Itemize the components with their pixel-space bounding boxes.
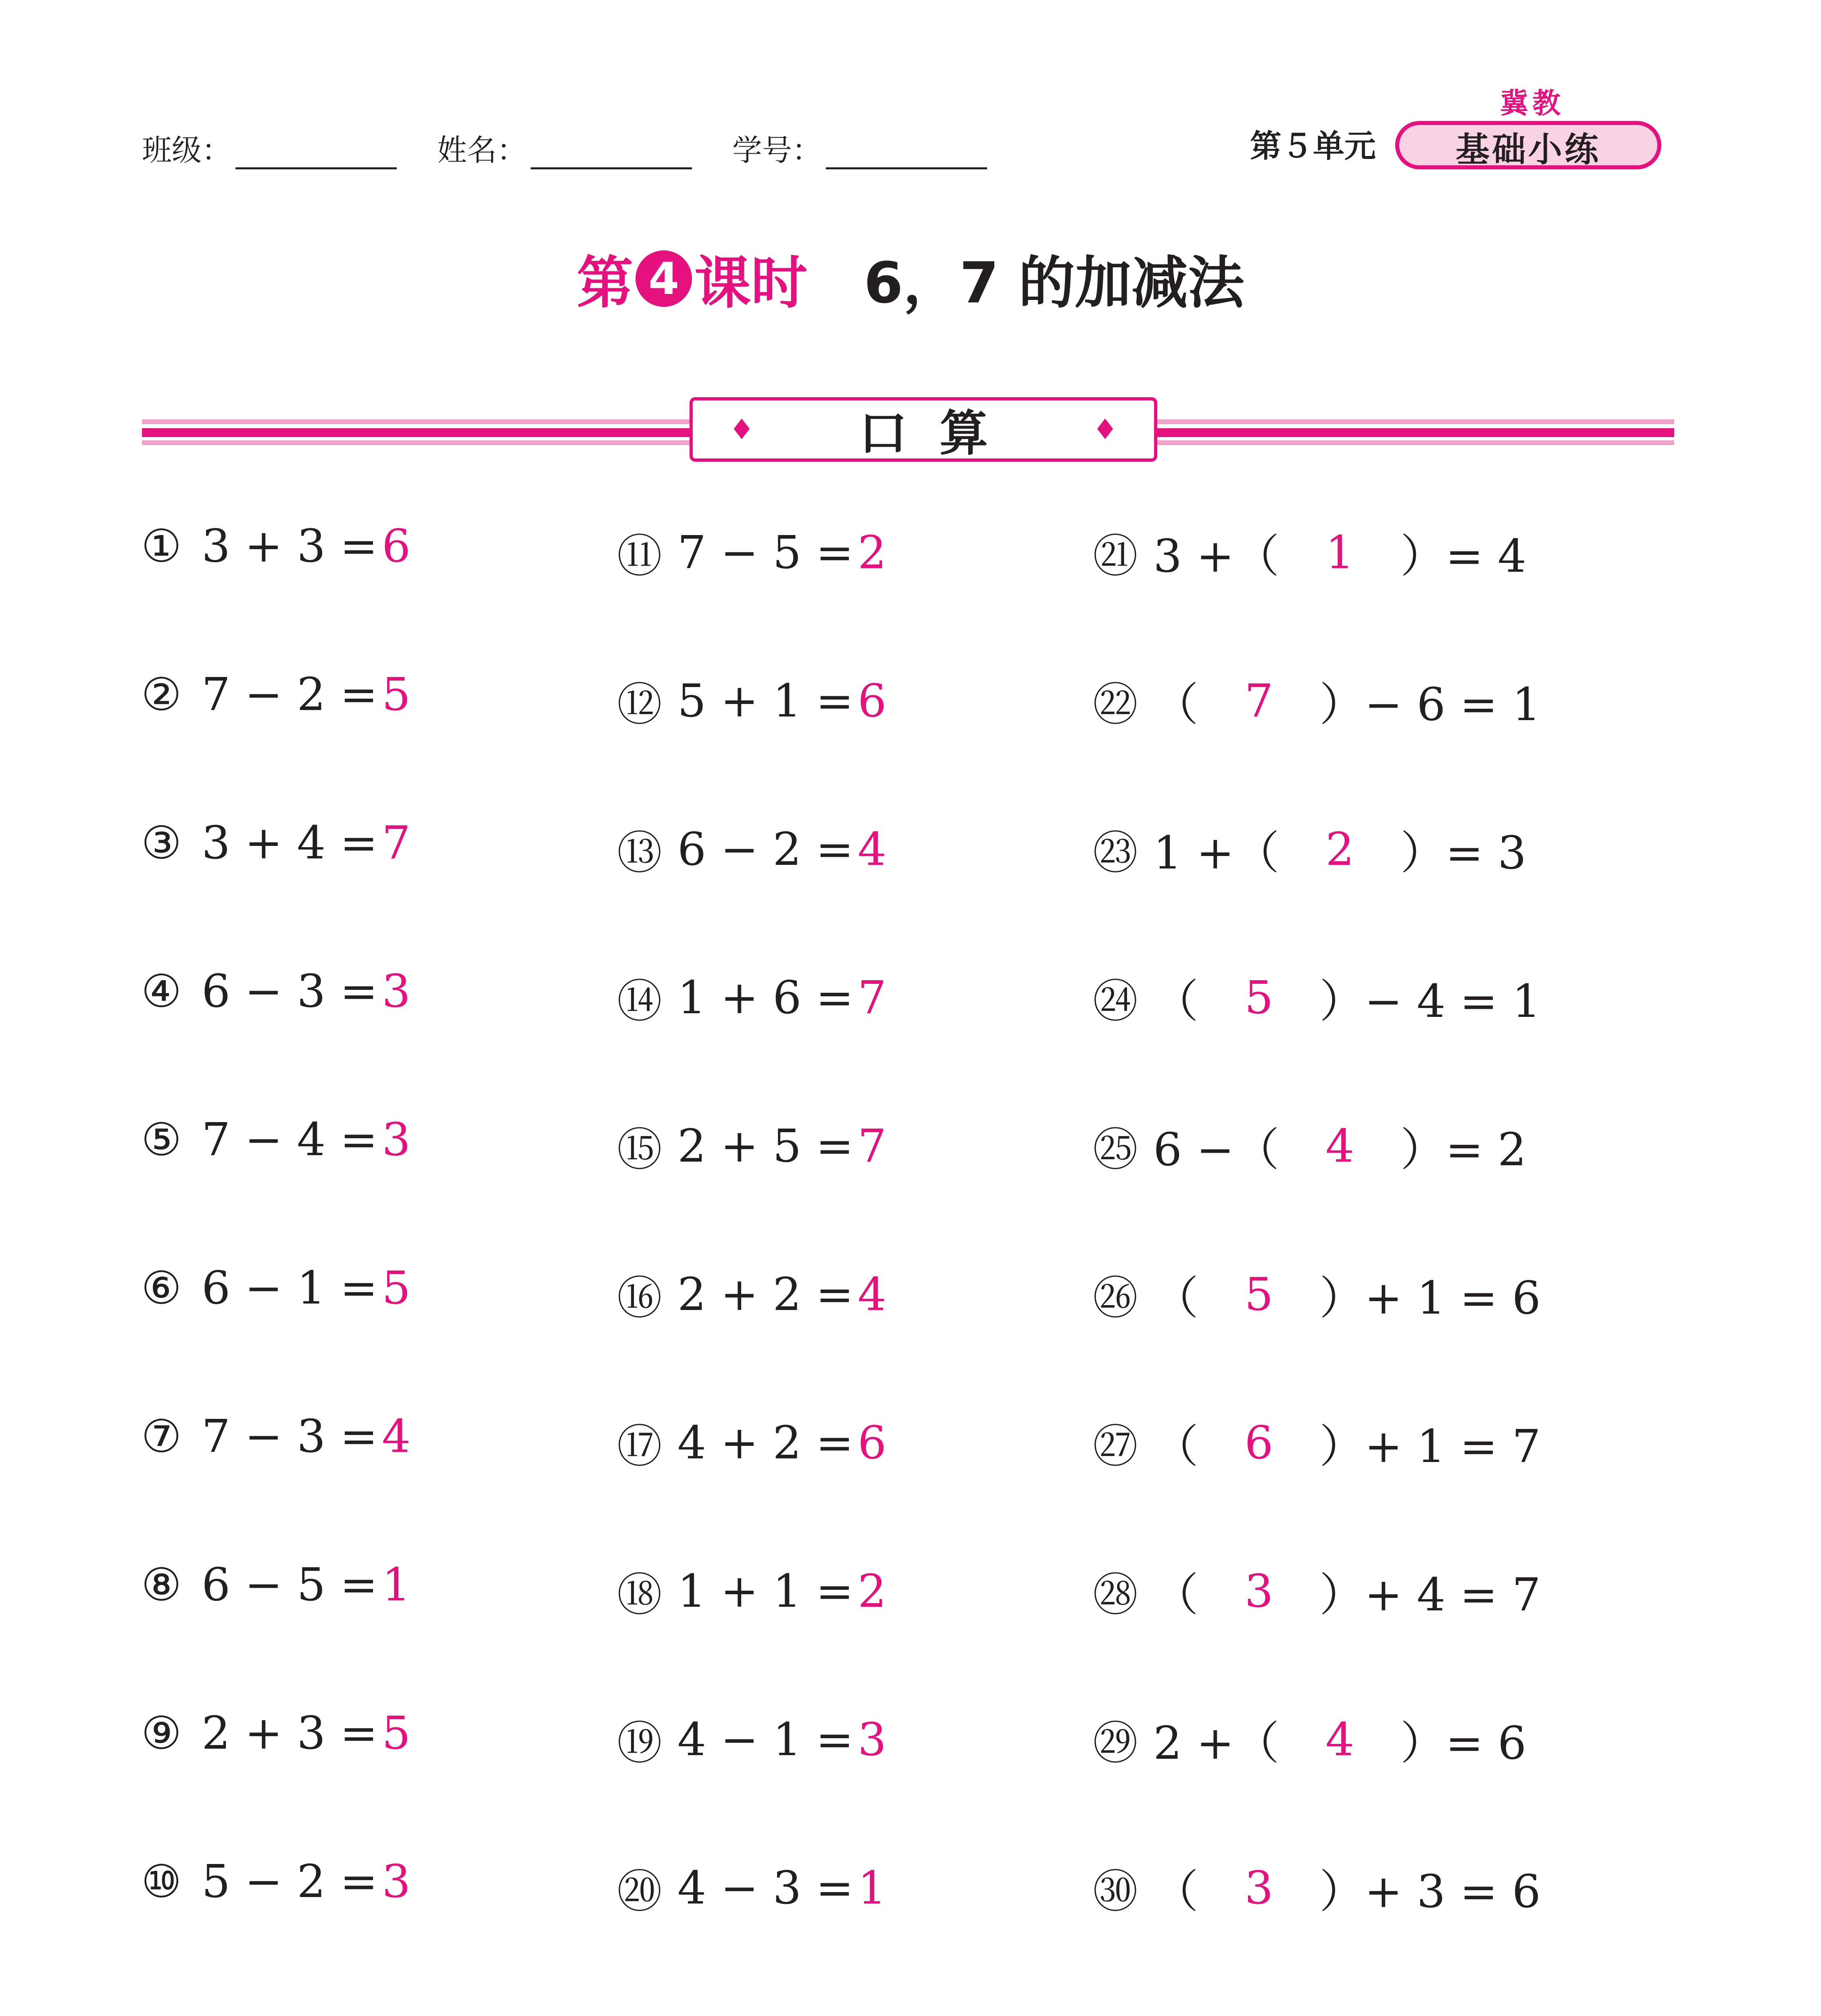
problem-expression-pre: （ <box>1153 1272 1198 1325</box>
class-field[interactable] <box>142 127 397 169</box>
problem-expression: 6 − 1 = <box>202 1262 378 1314</box>
problem-expression: 2 + 2 = <box>677 1268 854 1321</box>
answer[interactable]: 4 <box>858 823 887 876</box>
problem-number: ③ <box>141 817 182 869</box>
answer[interactable]: 2 <box>858 1565 887 1618</box>
lesson-prefix: 第 <box>577 250 633 316</box>
answer[interactable]: 3 <box>1244 1862 1273 1914</box>
answer[interactable]: 1 <box>1325 526 1354 579</box>
problem-expression: 4 − 3 = <box>677 1862 854 1914</box>
problem-number: ⑪ <box>617 530 662 583</box>
problem-expression-post: ）− 6 = 1 <box>1319 679 1541 731</box>
problem-expression: 1 + 6 = <box>677 971 854 1024</box>
problem-expression: 7 − 4 = <box>202 1114 378 1166</box>
problem <box>1093 1410 1569 1475</box>
problem-number: ㉔ <box>1093 975 1138 1028</box>
problem-grid <box>141 520 1673 2004</box>
problem-expression-post: ）+ 3 = 6 <box>1319 1866 1541 1918</box>
problem <box>617 965 1093 1030</box>
page-title <box>0 238 1821 319</box>
answer[interactable]: 4 <box>858 1268 887 1321</box>
answer[interactable]: 4 <box>1325 1120 1354 1173</box>
lesson-suffix: 课时 <box>694 250 808 316</box>
problem <box>617 1114 1093 1179</box>
problem-expression-pre: （ <box>1153 679 1198 731</box>
problem-row <box>141 1114 1673 1262</box>
problem <box>1093 965 1569 1030</box>
answer[interactable]: 5 <box>382 1262 411 1314</box>
problem-row <box>141 1856 1673 2004</box>
problem-expression: 7 − 5 = <box>677 526 854 579</box>
problem-row <box>141 520 1673 669</box>
problem <box>1093 1262 1569 1327</box>
badge-series-name: 基础小练 <box>1455 130 1601 169</box>
problem-number: ⑱ <box>617 1569 662 1621</box>
problem-number: ⑫ <box>617 679 662 731</box>
problem-expression-pre: 3 +（ <box>1153 530 1279 583</box>
problem-row <box>141 1559 1673 1707</box>
problem-number: ㉓ <box>1093 827 1138 879</box>
answer[interactable]: 3 <box>1244 1565 1273 1618</box>
problem-number: ⑳ <box>617 1866 662 1918</box>
problem-expression-post: ）= 3 <box>1400 827 1527 879</box>
problem-number: ㉑ <box>1093 530 1138 583</box>
problem <box>1093 817 1569 882</box>
problem-expression: 7 − 2 = <box>202 669 378 721</box>
problem <box>1093 1559 1569 1624</box>
problem <box>617 1262 1093 1327</box>
problem-number: ⑩ <box>141 1856 182 1908</box>
problem-expression: 5 − 2 = <box>202 1856 378 1908</box>
answer[interactable]: 3 <box>382 1114 411 1166</box>
unit-label: 第５单元 <box>1250 128 1376 165</box>
problem-row <box>141 1707 1673 1856</box>
problem-number: ⑨ <box>141 1707 182 1760</box>
problem-expression-pre: （ <box>1153 975 1198 1028</box>
answer[interactable]: 1 <box>858 1862 887 1914</box>
student-info <box>142 121 1027 169</box>
class-label: 班级： <box>142 133 231 168</box>
problem <box>617 1707 1093 1772</box>
problem <box>141 1856 617 1908</box>
problem-expression-post: ）= 4 <box>1400 530 1527 583</box>
problem-number: ⑲ <box>617 1717 662 1770</box>
problem-number: ⑧ <box>141 1559 182 1611</box>
problem-number: ⑦ <box>141 1410 182 1463</box>
problem <box>1093 1707 1569 1772</box>
name-label: 姓名： <box>437 133 527 168</box>
answer[interactable]: 3 <box>382 1856 411 1908</box>
problem-expression: 4 + 2 = <box>677 1416 854 1469</box>
name-field[interactable] <box>437 127 692 169</box>
problem-number: ㉗ <box>1093 1420 1138 1473</box>
answer[interactable]: 5 <box>382 669 411 721</box>
problem <box>1093 1856 1569 1920</box>
problem <box>141 817 617 869</box>
problem-expression: 6 − 3 = <box>202 965 378 1018</box>
answer[interactable]: 2 <box>858 526 887 579</box>
problem-row <box>141 669 1673 817</box>
problem <box>1093 1114 1569 1179</box>
problem-expression-pre: 1 +（ <box>1153 827 1279 879</box>
problem <box>617 669 1093 733</box>
problem-expression-post: ）= 6 <box>1400 1717 1527 1770</box>
problem <box>141 1262 617 1314</box>
problem <box>141 1114 617 1166</box>
problem <box>141 1559 617 1611</box>
problem-row <box>141 817 1673 965</box>
series-badge <box>1387 81 1677 177</box>
class-blank[interactable] <box>235 139 397 169</box>
problem-row <box>141 965 1673 1114</box>
section-header <box>690 397 1157 462</box>
problem <box>141 1707 617 1760</box>
problem <box>617 1410 1093 1475</box>
problem <box>617 1856 1093 1920</box>
answer[interactable]: 5 <box>1244 971 1273 1024</box>
problem-number: ⑯ <box>617 1272 662 1325</box>
problem-row <box>141 1410 1673 1559</box>
diamond-icon: ♦ <box>1092 413 1118 446</box>
problem-expression-post: ）+ 1 = 6 <box>1319 1272 1541 1325</box>
diamond-icon: ♦ <box>729 413 754 446</box>
answer[interactable]: 6 <box>382 520 411 573</box>
answer[interactable]: 7 <box>858 1120 887 1173</box>
answer[interactable]: 3 <box>858 1713 887 1766</box>
problem <box>617 520 1093 585</box>
answer[interactable]: 4 <box>382 1410 411 1463</box>
student-no-blank[interactable] <box>826 139 987 169</box>
problem-number: ② <box>141 669 182 721</box>
answer[interactable]: 1 <box>382 1559 411 1611</box>
problem-number: ㉕ <box>1093 1124 1138 1176</box>
answer[interactable]: 5 <box>382 1707 411 1760</box>
problem-expression-post: ）+ 1 = 7 <box>1319 1420 1541 1473</box>
problem-number: ⑤ <box>141 1114 182 1166</box>
problem-expression: 2 + 3 = <box>202 1707 378 1760</box>
problem <box>617 1559 1093 1624</box>
problem-expression: 7 − 3 = <box>202 1410 378 1463</box>
problem-expression-pre: （ <box>1153 1866 1198 1918</box>
answer[interactable]: 5 <box>1244 1268 1273 1321</box>
problem-number: ㉙ <box>1093 1717 1138 1770</box>
problem-expression: 2 + 5 = <box>677 1120 854 1173</box>
problem-number: ㉚ <box>1093 1866 1138 1918</box>
problem-number: ① <box>141 520 182 573</box>
name-blank[interactable] <box>531 139 692 169</box>
badge-publisher: 冀教 <box>1500 87 1565 120</box>
problem <box>617 817 1093 882</box>
problem-expression: 5 + 1 = <box>677 675 854 727</box>
lesson-title: 6，7 的加减法 <box>864 250 1244 316</box>
problem-expression-post: ）= 2 <box>1400 1124 1527 1176</box>
lesson-number-badge: 4 <box>635 250 692 307</box>
problem-number: ㉘ <box>1093 1569 1138 1621</box>
problem-expression: 6 − 2 = <box>677 823 854 876</box>
problem-number: ⑥ <box>141 1262 182 1314</box>
problem-expression: 1 + 1 = <box>677 1565 854 1618</box>
answer[interactable]: 6 <box>858 1416 887 1469</box>
problem-number: ㉖ <box>1093 1272 1138 1325</box>
problem-expression-pre: 2 +（ <box>1153 1717 1279 1770</box>
problem-row <box>141 1262 1673 1410</box>
problem <box>141 520 617 573</box>
answer[interactable]: 7 <box>382 817 411 869</box>
answer[interactable]: 4 <box>1325 1713 1354 1766</box>
answer[interactable]: 7 <box>858 971 887 1024</box>
problem-expression-pre: （ <box>1153 1420 1198 1473</box>
student-no-label: 学号： <box>732 133 822 168</box>
problem <box>1093 669 1569 733</box>
answer[interactable]: 6 <box>1244 1416 1273 1469</box>
problem-number: ㉒ <box>1093 679 1138 731</box>
problem-expression: 4 − 1 = <box>677 1713 854 1766</box>
problem-expression-post: ）− 4 = 1 <box>1319 975 1541 1028</box>
student-no-field[interactable] <box>732 127 987 169</box>
problem-number: ⑮ <box>617 1124 662 1176</box>
problem-number: ⑭ <box>617 975 662 1028</box>
problem <box>141 1410 617 1463</box>
problem-expression-pre: （ <box>1153 1569 1198 1621</box>
problem-expression: 3 + 3 = <box>202 520 378 573</box>
answer[interactable]: 7 <box>1244 675 1273 727</box>
section-title: 口算 <box>859 406 1020 462</box>
problem <box>141 965 617 1018</box>
problem-number: ⑰ <box>617 1420 662 1473</box>
problem-expression-pre: 6 −（ <box>1153 1124 1279 1176</box>
problem-expression: 3 + 4 = <box>202 817 378 869</box>
answer[interactable]: 2 <box>1325 823 1354 876</box>
problem-expression-post: ）+ 4 = 7 <box>1319 1569 1541 1621</box>
problem <box>1093 520 1569 585</box>
problem <box>141 669 617 721</box>
answer[interactable]: 6 <box>858 675 887 727</box>
problem-number: ④ <box>141 965 182 1018</box>
problem-number: ⑬ <box>617 827 662 879</box>
problem-expression: 6 − 5 = <box>202 1559 378 1611</box>
answer[interactable]: 3 <box>382 965 411 1018</box>
